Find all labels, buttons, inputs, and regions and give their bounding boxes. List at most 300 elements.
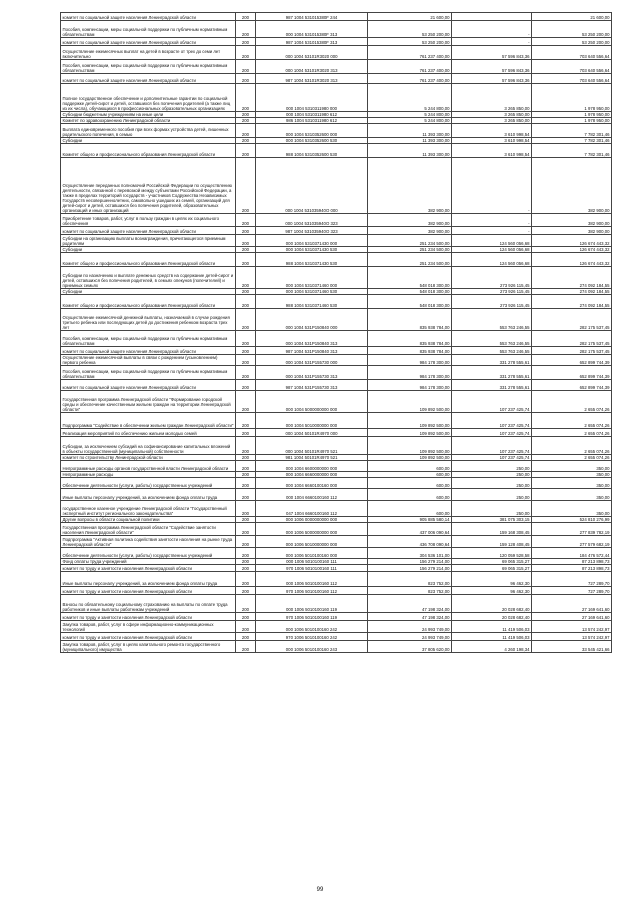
row-budget-code-cell: 000 1004 50101R4970 000 xyxy=(256,429,368,437)
row-executed-amount-cell: 553 763 246,55 xyxy=(452,309,532,331)
row-executed-amount-cell: - xyxy=(452,158,532,214)
table-row xyxy=(61,235,612,247)
row-approved-amount-cell: 835 938 784,00 xyxy=(368,331,452,347)
row-budget-code-cell: 000 1004 5310371430 000 xyxy=(256,235,368,247)
row-budget-code-cell: 000 1004 5310352600 000 xyxy=(256,124,368,138)
row-approved-amount-cell: 5 244 800,00 xyxy=(368,118,452,124)
row-approved-amount-cell: 53 250 200,00 xyxy=(368,38,452,46)
row-admin-code-cell: 200 xyxy=(236,84,256,112)
table-row xyxy=(61,517,612,523)
row-executed-amount-cell: 331 278 555,61 xyxy=(452,366,532,380)
row-admin-code-cell: 200 xyxy=(236,118,256,124)
row-admin-code-cell: 200 xyxy=(236,38,256,46)
row-unexecuted-amount-cell: 277 839 782,19 xyxy=(532,523,612,536)
row-approved-amount-cell: 11 393 300,00 xyxy=(368,144,452,158)
row-admin-code-cell: 200 xyxy=(236,380,256,391)
row-unexecuted-amount-cell: 7 782 301,46 xyxy=(532,144,612,158)
row-name-cell: Иные выплаты персоналу учреждений, за исключением фонда оплаты труда xyxy=(61,489,236,501)
row-executed-amount-cell: 273 926 115,45 xyxy=(452,267,532,289)
row-unexecuted-amount-cell: 184 476 572,44 xyxy=(532,548,612,559)
table-row xyxy=(61,548,612,559)
row-admin-code-cell: 200 xyxy=(236,60,256,74)
row-name-cell: комитет по труду и занятости населения Ленинградской области xyxy=(61,613,236,621)
row-admin-code-cell: 200 xyxy=(236,633,256,641)
row-admin-code-cell: 200 xyxy=(236,295,256,309)
row-name-cell: Осуществление переданных полномочий Российской Федерации по осуществлению деятельности, связанной с перевозкой между субъектами Российской Федерации, а также в пределах территорий государств - участников Содружества Независимых Государств несовершеннолетних, самовольно ушедших из семей, организаций для детей-сирот и детей, оставшихся без попечения родителей, образовательных организаций и иных организаций xyxy=(61,158,236,214)
row-unexecuted-amount-cell: 382 900,00 xyxy=(532,214,612,227)
row-budget-code-cell: 000 1006 5010100160 000 xyxy=(256,548,368,559)
row-admin-code-cell: 200 xyxy=(236,112,256,118)
row-unexecuted-amount-cell: 350,00 xyxy=(532,489,612,501)
row-name-cell: Другие вопросы в области социальной политики xyxy=(61,517,236,523)
row-unexecuted-amount-cell: 703 640 556,64 xyxy=(532,74,612,84)
row-name-cell: государственное казенное учреждение Ленинградской области "Государственный экспертный институт регионального законодательства" xyxy=(61,501,236,517)
row-unexecuted-amount-cell: 53 250 200,00 xyxy=(532,21,612,38)
row-budget-code-cell: 000 1004 50101R4970 521 xyxy=(256,437,368,455)
row-approved-amount-cell: 984 178 300,00 xyxy=(368,355,452,366)
row-executed-amount-cell: 69 065 315,27 xyxy=(452,559,532,565)
row-approved-amount-cell: 251 234 500,00 xyxy=(368,247,452,253)
row-admin-code-cell: 200 xyxy=(236,572,256,587)
row-admin-code-cell: 200 xyxy=(236,289,256,295)
row-admin-code-cell: 200 xyxy=(236,559,256,565)
row-executed-amount-cell: 107 237 425,74 xyxy=(452,413,532,429)
row-approved-amount-cell: 548 018 300,00 xyxy=(368,289,452,295)
row-budget-code-cell: 000 1004 6660100160 000 xyxy=(256,478,368,489)
row-admin-code-cell: 200 xyxy=(236,214,256,227)
row-name-cell: Субсидии по назначению и выплате денежных средств на содержание детей-сирот и детей, оставшихся без попечения родителей, в семьях опекунов (попечителей) и приемных семьях xyxy=(61,267,236,289)
table-row xyxy=(61,380,612,391)
row-unexecuted-amount-cell: 652 899 744,39 xyxy=(532,355,612,366)
row-unexecuted-amount-cell: 33 545 421,66 xyxy=(532,641,612,653)
row-unexecuted-amount-cell: 53 250 200,00 xyxy=(532,38,612,46)
row-approved-amount-cell: 21 600,00 xyxy=(368,13,452,21)
table-row xyxy=(61,144,612,158)
row-unexecuted-amount-cell: 382 900,00 xyxy=(532,227,612,235)
row-admin-code-cell: 200 xyxy=(236,565,256,572)
row-name-cell: Подпрограмма "Содействие в обеспечении жильем граждан Ленинградской области" xyxy=(61,413,236,429)
row-budget-code-cell: 000 1004 5310352600 530 xyxy=(256,138,368,144)
row-budget-code-cell: 047 1004 6660100160 112 xyxy=(256,501,368,517)
row-unexecuted-amount-cell: 87 213 898,73 xyxy=(532,559,612,565)
row-executed-amount-cell: 331 278 555,61 xyxy=(452,380,532,391)
row-budget-code-cell: 987 1004 531P150840 313 xyxy=(256,347,368,355)
row-executed-amount-cell: 57 596 843,36 xyxy=(452,74,532,84)
row-budget-code-cell: 000 1004 531015380F 313 xyxy=(256,21,368,38)
row-budget-code-cell: 970 1006 5010100160 111 xyxy=(256,565,368,572)
row-executed-amount-cell: 553 763 246,55 xyxy=(452,347,532,355)
table-row xyxy=(61,437,612,455)
row-executed-amount-cell: - xyxy=(452,38,532,46)
row-unexecuted-amount-cell: 350,00 xyxy=(532,478,612,489)
table-row xyxy=(61,60,612,74)
row-executed-amount-cell: 120 059 528,58 xyxy=(452,548,532,559)
row-unexecuted-amount-cell: 2 655 074,26 xyxy=(532,429,612,437)
row-budget-code-cell: 000 1004 6600000000 000 xyxy=(256,461,368,472)
row-admin-code-cell: 200 xyxy=(236,124,256,138)
row-executed-amount-cell: 3 610 998,54 xyxy=(452,138,532,144)
row-approved-amount-cell: 5 244 800,00 xyxy=(368,112,452,118)
row-name-cell: Взносы по обязательному социальному страхованию на выплаты по оплате труда работников и иные выплаты работникам учреждений xyxy=(61,595,236,613)
page-number: 99 xyxy=(316,887,324,893)
table-row xyxy=(61,613,612,621)
row-name-cell: Осуществление ежемесячной денежной выплаты, назначаемой в случае рождения третьего ребенка или последующих детей до достижения ребенком возраста трех лет xyxy=(61,309,236,331)
row-unexecuted-amount-cell: 21 600,00 xyxy=(532,13,612,21)
row-unexecuted-amount-cell: 1 978 950,00 xyxy=(532,84,612,112)
row-budget-code-cell: 988 1004 5310371430 530 xyxy=(256,253,368,267)
row-admin-code-cell: 200 xyxy=(236,158,256,214)
row-approved-amount-cell: 984 178 300,00 xyxy=(368,380,452,391)
table-row xyxy=(61,331,612,347)
table-row xyxy=(61,621,612,633)
row-admin-code-cell: 200 xyxy=(236,429,256,437)
row-executed-amount-cell: 553 763 246,55 xyxy=(452,331,532,347)
row-approved-amount-cell: 600,00 xyxy=(368,478,452,489)
row-budget-code-cell: 000 1004 531035940O 000 xyxy=(256,158,368,214)
row-approved-amount-cell: 47 198 324,00 xyxy=(368,613,452,621)
row-admin-code-cell: 200 xyxy=(236,13,256,21)
row-budget-code-cell: 000 1006 5000000000 000 xyxy=(256,523,368,536)
table-row xyxy=(61,595,612,613)
row-name-cell: Полное государственное обеспечение и дополнительные гарантии по социальной поддержке детей-сирот и детей, оставшихся без попечения родителей (а также лиц из их числа), обучающихся в профессиональных образовательных организациях xyxy=(61,84,236,112)
row-budget-code-cell: 000 1004 6660100160 112 xyxy=(256,489,368,501)
row-approved-amount-cell: 600,00 xyxy=(368,489,452,501)
row-executed-amount-cell: 124 560 056,68 xyxy=(452,253,532,267)
row-admin-code-cell: 200 xyxy=(236,595,256,613)
row-budget-code-cell: 987 1004 531015380F 244 xyxy=(256,13,368,21)
row-approved-amount-cell: 109 892 500,00 xyxy=(368,455,452,461)
row-approved-amount-cell: 47 198 324,00 xyxy=(368,595,452,613)
table-row xyxy=(61,46,612,60)
row-admin-code-cell: 200 xyxy=(236,391,256,413)
row-approved-amount-cell: 304 536 101,00 xyxy=(368,548,452,559)
row-admin-code-cell: 200 xyxy=(236,641,256,653)
row-executed-amount-cell: 250,00 xyxy=(452,472,532,478)
row-unexecuted-amount-cell: 282 175 537,45 xyxy=(532,347,612,355)
table-row xyxy=(61,227,612,235)
row-unexecuted-amount-cell: 274 092 184,55 xyxy=(532,289,612,295)
row-admin-code-cell: 200 xyxy=(236,517,256,523)
budget-execution-table xyxy=(60,12,612,653)
row-unexecuted-amount-cell: 2 655 074,26 xyxy=(532,413,612,429)
table-row xyxy=(61,461,612,472)
row-unexecuted-amount-cell: 126 674 443,32 xyxy=(532,253,612,267)
row-unexecuted-amount-cell: 2 655 074,26 xyxy=(532,391,612,413)
row-unexecuted-amount-cell: 350,00 xyxy=(532,472,612,478)
row-approved-amount-cell: 382 900,00 xyxy=(368,214,452,227)
row-admin-code-cell: 200 xyxy=(236,523,256,536)
table-row xyxy=(61,124,612,138)
row-unexecuted-amount-cell: 2 655 074,26 xyxy=(532,437,612,455)
row-executed-amount-cell: 11 419 506,03 xyxy=(452,633,532,641)
row-approved-amount-cell: 109 892 500,00 xyxy=(368,413,452,429)
row-executed-amount-cell: 250,00 xyxy=(452,489,532,501)
row-approved-amount-cell: 761 237 400,00 xyxy=(368,60,452,74)
row-admin-code-cell: 200 xyxy=(236,455,256,461)
row-budget-code-cell: 000 1004 5310311980 000 xyxy=(256,84,368,112)
row-executed-amount-cell: 250,00 xyxy=(452,501,532,517)
row-admin-code-cell: 200 xyxy=(236,548,256,559)
row-admin-code-cell: 200 xyxy=(236,461,256,472)
row-approved-amount-cell: 53 250 200,00 xyxy=(368,21,452,38)
table-row xyxy=(61,21,612,38)
row-executed-amount-cell: 273 926 115,45 xyxy=(452,295,532,309)
row-name-cell: комитет по социальной защите населения Ленинградской области xyxy=(61,38,236,46)
row-executed-amount-cell: 11 419 506,03 xyxy=(452,621,532,633)
row-executed-amount-cell: - xyxy=(452,227,532,235)
row-admin-code-cell: 200 xyxy=(236,138,256,144)
row-name-cell: комитет по труду и занятости населения Ленинградской области xyxy=(61,633,236,641)
row-name-cell: Закупка товаров, работ, услуг в сфере информационно-коммуникационных технологий xyxy=(61,621,236,633)
table-row xyxy=(61,366,612,380)
row-name-cell: Пособия, компенсации, меры социальной поддержки по публичным нормативным обязательствам xyxy=(61,60,236,74)
table-row xyxy=(61,523,612,536)
table-row xyxy=(61,633,612,641)
row-name-cell: Субсидии бюджетным учреждениям на иные цели xyxy=(61,112,236,118)
row-name-cell: комитет по социальной защите населения Ленинградской области xyxy=(61,227,236,235)
row-name-cell: Комитет общего и профессионального образования Ленинградской области xyxy=(61,144,236,158)
row-executed-amount-cell: 20 028 682,40 xyxy=(452,595,532,613)
row-budget-code-cell: 986 1004 5310311980 612 xyxy=(256,118,368,124)
table-row xyxy=(61,641,612,653)
row-budget-code-cell: 000 1004 5310371430 530 xyxy=(256,247,368,253)
row-unexecuted-amount-cell: 274 092 184,55 xyxy=(532,295,612,309)
row-approved-amount-cell: 109 892 500,00 xyxy=(368,429,452,437)
row-approved-amount-cell: 437 006 090,64 xyxy=(368,523,452,536)
row-executed-amount-cell: 381 075 303,15 xyxy=(452,517,532,523)
row-name-cell: Иные выплаты персоналу учреждений, за исключением фонда оплаты труда xyxy=(61,572,236,587)
row-admin-code-cell: 200 xyxy=(236,21,256,38)
table-row xyxy=(61,587,612,595)
row-approved-amount-cell: 109 892 500,00 xyxy=(368,391,452,413)
row-budget-code-cell: 000 1006 5010100160 242 xyxy=(256,621,368,633)
table-body xyxy=(61,13,612,653)
row-name-cell: Государственная программа Ленинградской области "Формирование городской среды и обеспечение качественным жильем граждан на территории Ленинградской области" xyxy=(61,391,236,413)
table-row xyxy=(61,355,612,366)
row-admin-code-cell: 200 xyxy=(236,267,256,289)
row-executed-amount-cell: 96 462,30 xyxy=(452,587,532,595)
row-name-cell: Субсидии, за исключением субсидий на софинансирование капитальных вложений в объекты государственной (муниципальной) собственности xyxy=(61,437,236,455)
row-approved-amount-cell: 436 708 090,64 xyxy=(368,536,452,548)
row-unexecuted-amount-cell: 652 899 744,39 xyxy=(532,366,612,380)
row-approved-amount-cell: 984 178 300,00 xyxy=(368,366,452,380)
table-row xyxy=(61,347,612,355)
row-executed-amount-cell: 107 237 425,74 xyxy=(452,455,532,461)
row-name-cell: Осуществление ежемесячных выплат на детей в возрасте от трех до семи лет включительно xyxy=(61,46,236,60)
row-budget-code-cell: 000 1006 0000000000 000 xyxy=(256,517,368,523)
row-approved-amount-cell: 548 018 300,00 xyxy=(368,295,452,309)
row-name-cell: Государственная программа Ленинградской области "Содействие занятости населения Ленинградской области" xyxy=(61,523,236,536)
row-name-cell: Субсидии xyxy=(61,289,236,295)
row-admin-code-cell: 200 xyxy=(236,366,256,380)
row-approved-amount-cell: 761 237 400,00 xyxy=(368,46,452,60)
table-row xyxy=(61,565,612,572)
table-row xyxy=(61,572,612,587)
row-unexecuted-amount-cell: 282 175 537,45 xyxy=(532,331,612,347)
row-name-cell: Субсидии xyxy=(61,138,236,144)
row-unexecuted-amount-cell: 13 574 242,97 xyxy=(532,633,612,641)
row-unexecuted-amount-cell: 27 169 641,60 xyxy=(532,595,612,613)
row-unexecuted-amount-cell: 7 782 301,46 xyxy=(532,124,612,138)
row-approved-amount-cell: 37 805 620,00 xyxy=(368,641,452,653)
table-row xyxy=(61,112,612,118)
row-budget-code-cell: 988 1004 5310371460 530 xyxy=(256,295,368,309)
row-unexecuted-amount-cell: 703 640 556,64 xyxy=(532,60,612,74)
row-approved-amount-cell: 156 279 214,00 xyxy=(368,559,452,565)
table-row xyxy=(61,295,612,309)
row-name-cell: Непрограммные расходы органов государственной власти Ленинградской области xyxy=(61,461,236,472)
row-approved-amount-cell: 823 752,00 xyxy=(368,572,452,587)
row-executed-amount-cell: 4 260 198,34 xyxy=(452,641,532,653)
table-row xyxy=(61,267,612,289)
row-unexecuted-amount-cell: 652 899 744,39 xyxy=(532,380,612,391)
row-admin-code-cell: 200 xyxy=(236,489,256,501)
row-unexecuted-amount-cell: 382 900,00 xyxy=(532,158,612,214)
row-unexecuted-amount-cell: 703 640 556,64 xyxy=(532,46,612,60)
table-row xyxy=(61,309,612,331)
row-approved-amount-cell: 251 234 500,00 xyxy=(368,235,452,247)
row-budget-code-cell: 000 1004 531P155730 313 xyxy=(256,366,368,380)
row-admin-code-cell: 200 xyxy=(236,309,256,331)
row-budget-code-cell: 970 1006 5010100160 119 xyxy=(256,613,368,621)
row-name-cell: Выплата единовременного пособия при всех формах устройства детей, лишенных родительского попечения, в семью xyxy=(61,124,236,138)
row-admin-code-cell: 200 xyxy=(236,437,256,455)
row-name-cell: Закупка товаров, работ, услуг в целях капитального ремонта государственного (муниципального) имущества xyxy=(61,641,236,653)
row-executed-amount-cell: 69 065 315,27 xyxy=(452,565,532,572)
row-executed-amount-cell xyxy=(452,13,532,21)
row-name-cell: Подпрограмма "Активная политика содействия занятости населения на рынке труда Ленинградской области" xyxy=(61,536,236,548)
row-executed-amount-cell: 3 610 998,54 xyxy=(452,124,532,138)
row-budget-code-cell: 000 1004 53101R3020 000 xyxy=(256,46,368,60)
row-budget-code-cell: 000 1004 6660000000 000 xyxy=(256,472,368,478)
row-executed-amount-cell: 250,00 xyxy=(452,461,532,472)
row-executed-amount-cell: 250,00 xyxy=(452,478,532,489)
row-name-cell: Комитет по здравоохранению Ленинградской области xyxy=(61,118,236,124)
row-executed-amount-cell: 273 926 115,45 xyxy=(452,289,532,295)
row-executed-amount-cell: 124 560 056,68 xyxy=(452,247,532,253)
row-admin-code-cell: 200 xyxy=(236,613,256,621)
table-row xyxy=(61,489,612,501)
budget-table-sheet xyxy=(60,12,611,653)
row-unexecuted-amount-cell: 13 574 242,97 xyxy=(532,621,612,633)
row-name-cell: Непрограммные расходы xyxy=(61,472,236,478)
row-budget-code-cell: 000 1004 5310311980 612 xyxy=(256,112,368,118)
row-approved-amount-cell: 109 892 500,00 xyxy=(368,437,452,455)
row-name-cell: комитет по труду и занятости населения Ленинградской области xyxy=(61,587,236,595)
row-unexecuted-amount-cell: 727 289,70 xyxy=(532,572,612,587)
row-admin-code-cell: 200 xyxy=(236,536,256,548)
row-name-cell: Реализация мероприятий по обеспечению жильем молодых семей xyxy=(61,429,236,437)
row-budget-code-cell: 000 1004 5000000000 000 xyxy=(256,391,368,413)
row-approved-amount-cell: 600,00 xyxy=(368,472,452,478)
row-admin-code-cell: 200 xyxy=(236,587,256,595)
row-executed-amount-cell: 331 278 555,61 xyxy=(452,355,532,366)
row-executed-amount-cell: 124 560 056,68 xyxy=(452,235,532,247)
row-name-cell: Пособия, компенсации, меры социальной поддержки по публичным нормативным обязательствам xyxy=(61,331,236,347)
row-executed-amount-cell: 107 237 425,74 xyxy=(452,391,532,413)
row-budget-code-cell: 000 1006 5010100160 112 xyxy=(256,572,368,587)
row-budget-code-cell: 988 1004 5310352600 530 xyxy=(256,144,368,158)
row-name-cell: Комитет общего и профессионального образования Ленинградской области xyxy=(61,253,236,267)
table-row xyxy=(61,478,612,489)
row-unexecuted-amount-cell: 1 978 950,00 xyxy=(532,118,612,124)
row-unexecuted-amount-cell: 27 169 641,60 xyxy=(532,613,612,621)
row-unexecuted-amount-cell: 7 782 301,46 xyxy=(532,138,612,144)
row-admin-code-cell: 200 xyxy=(236,355,256,366)
row-approved-amount-cell: 11 393 300,00 xyxy=(368,124,452,138)
row-budget-code-cell: 987 1004 531035940O 323 xyxy=(256,227,368,235)
row-budget-code-cell: 000 1004 531P150840 313 xyxy=(256,331,368,347)
row-name-cell: комитет по социальной защите населения Ленинградской области xyxy=(61,74,236,84)
row-admin-code-cell: 200 xyxy=(236,501,256,517)
row-budget-code-cell: 000 1004 531035940O 323 xyxy=(256,214,368,227)
row-admin-code-cell: 200 xyxy=(236,235,256,247)
table-row xyxy=(61,501,612,517)
row-unexecuted-amount-cell: 1 978 950,00 xyxy=(532,112,612,118)
row-executed-amount-cell: 3 265 850,00 xyxy=(452,84,532,112)
row-budget-code-cell: 987 1004 531015380F 313 xyxy=(256,38,368,46)
row-executed-amount-cell: 3 610 998,54 xyxy=(452,144,532,158)
row-approved-amount-cell: 24 993 749,00 xyxy=(368,621,452,633)
table-row xyxy=(61,13,612,21)
row-budget-code-cell: 000 1006 5010100160 119 xyxy=(256,595,368,613)
row-budget-code-cell: 000 1006 5010000000 000 xyxy=(256,536,368,548)
row-admin-code-cell: 200 xyxy=(236,413,256,429)
row-unexecuted-amount-cell: 350,00 xyxy=(532,461,612,472)
row-executed-amount-cell: 96 462,30 xyxy=(452,572,532,587)
row-approved-amount-cell: 835 938 784,00 xyxy=(368,347,452,355)
row-unexecuted-amount-cell: 727 289,70 xyxy=(532,587,612,595)
row-unexecuted-amount-cell: 277 579 682,19 xyxy=(532,536,612,548)
table-row xyxy=(61,74,612,84)
row-admin-code-cell: 200 xyxy=(236,472,256,478)
row-unexecuted-amount-cell: 274 092 184,55 xyxy=(532,267,612,289)
row-name-cell: комитет по труду и занятости населения Ленинградской области xyxy=(61,565,236,572)
row-executed-amount-cell: 107 237 425,74 xyxy=(452,429,532,437)
row-budget-code-cell: 000 1004 53101R3020 313 xyxy=(256,60,368,74)
row-executed-amount-cell: 57 596 843,36 xyxy=(452,46,532,60)
row-admin-code-cell: 200 xyxy=(236,144,256,158)
row-approved-amount-cell: 156 279 214,00 xyxy=(368,565,452,572)
row-name-cell: Пособия, компенсации, меры социальной поддержки по публичным нормативным обязательствам xyxy=(61,366,236,380)
row-unexecuted-amount-cell: 350,00 xyxy=(532,501,612,517)
row-approved-amount-cell: 548 018 300,00 xyxy=(368,267,452,289)
row-name-cell: комитет по строительству Ленинградской области xyxy=(61,455,236,461)
row-name-cell: Субсидии xyxy=(61,247,236,253)
row-executed-amount-cell: 3 265 850,00 xyxy=(452,112,532,118)
table-row xyxy=(61,84,612,112)
row-executed-amount-cell: - xyxy=(452,214,532,227)
row-budget-code-cell: 970 1006 5010100160 242 xyxy=(256,633,368,641)
row-budget-code-cell: 987 1004 531P155730 313 xyxy=(256,380,368,391)
row-unexecuted-amount-cell: 2 655 074,26 xyxy=(532,455,612,461)
row-budget-code-cell: 987 1004 53101R3020 313 xyxy=(256,74,368,84)
row-admin-code-cell: 200 xyxy=(236,347,256,355)
row-executed-amount-cell: 57 596 843,36 xyxy=(452,60,532,74)
table-row xyxy=(61,253,612,267)
row-admin-code-cell: 200 xyxy=(236,253,256,267)
row-unexecuted-amount-cell: 126 674 443,32 xyxy=(532,235,612,247)
row-admin-code-cell: 200 xyxy=(236,621,256,633)
table-row xyxy=(61,391,612,413)
row-executed-amount-cell: - xyxy=(452,21,532,38)
row-budget-code-cell: 000 1004 5010000000 000 xyxy=(256,413,368,429)
table-row xyxy=(61,536,612,548)
row-unexecuted-amount-cell: 524 810 276,99 xyxy=(532,517,612,523)
row-approved-amount-cell: 11 393 300,00 xyxy=(368,138,452,144)
row-admin-code-cell: 200 xyxy=(236,247,256,253)
row-executed-amount-cell: 20 028 682,40 xyxy=(452,613,532,621)
